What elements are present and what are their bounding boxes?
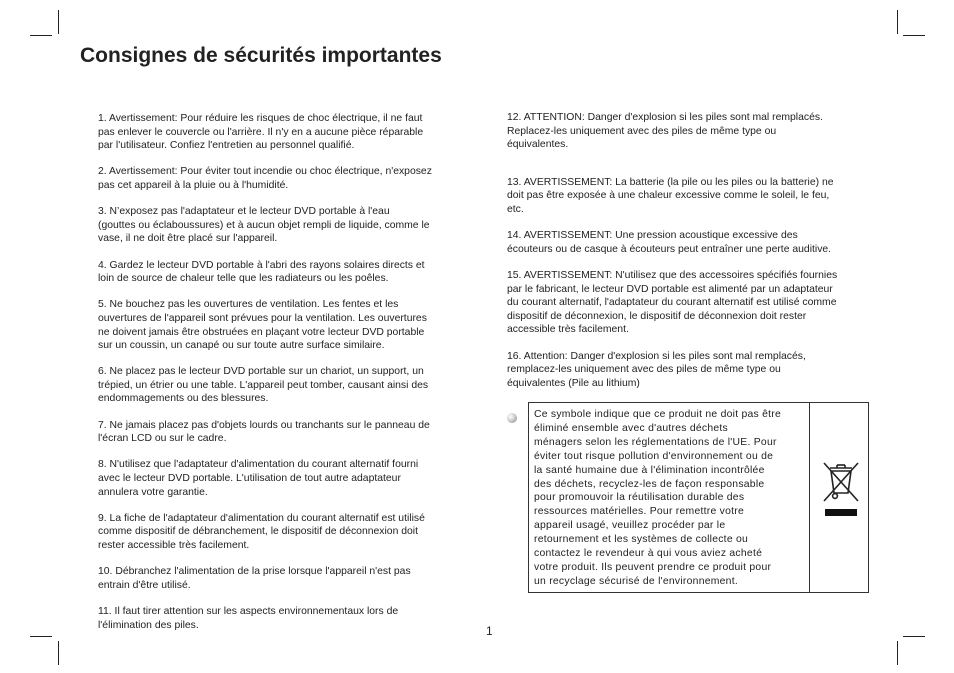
safety-item-3: 3. N’exposez pas l'adaptateur et le lecteur DVD portable à l'eau (gouttes ou éclaboussures) et à aucun objet rempli de liquide, comme le vase, il ne doit être placé sur l'appareil. <box>98 206 430 245</box>
crop-mark-top-right-vertical <box>897 10 898 34</box>
weee-notice-text: Ce symbole indique que ce produit ne doit pas être éliminé ensemble avec d'autres déchets ménagers selon les réglementations de l'UE. Pour éviter tout risque pollution d'environnement ou de la santé humaine due à l'élimination incontrôlée des déchets, recyclez-les de façon responsable pour promouvoir la réutilisation durable des ressources matérielles. Pour remettre votre appareil usagé, veuillez procéder par le retournement et les systèmes de collecte ou contactez le revendeur à qui vous aviez acheté votre produit. Ils peuvent prendre ce produit pour un recyclage sécurisé de l'environnement. <box>534 409 782 587</box>
crop-mark-bottom-right-vertical <box>897 641 898 665</box>
weee-notice-box <box>528 402 869 593</box>
crop-mark-top-right-horizontal <box>903 35 925 36</box>
safety-item-11: 11. Il faut tirer attention sur les aspects environnementaux lors de l'élimination des piles. <box>98 605 399 631</box>
safety-item-4: 4. Gardez le lecteur DVD portable à l'abri des rayons solaires directs et loin de source de chaleur telle que les radiateurs ou les poêles. <box>98 259 425 285</box>
crop-mark-bottom-left-vertical <box>58 641 59 665</box>
notice-divider <box>809 403 810 592</box>
safety-item-10: 10. Débranchez l'alimentation de la prise lorsque l'appareil n'est pas entrain d'être utilisé. <box>98 566 411 591</box>
page-title: Consignes de sécurités importantes <box>80 44 442 67</box>
safety-item-1: 1. Avertissement: Pour réduire les risques de choc électrique, il ne faut pas enlever le couvercle ou l'arrière. Il n'y en a aucune pièce réparable par l'utilisateur. Confiez l'entretien au personnel qualifié. <box>98 113 424 152</box>
safety-item-6: 6. Ne placez pas le lecteur DVD portable sur un chariot, un support, un trépied, un étrier ou une table. L'appareil peut tomber, causant ainsi des endommagements ou des blessures. <box>98 366 429 405</box>
crop-mark-bottom-right-horizontal <box>903 636 925 637</box>
crop-mark-bottom-left-horizontal <box>30 636 52 637</box>
crossed-out-wheelie-bin-icon <box>822 461 860 519</box>
right-column <box>507 111 869 403</box>
safety-item-16: 16. Attention: Danger d'explosion si les piles sont mal remplacés, remplacez-les uniquement avec des piles de même type ou équivalentes (Pile au lithium) <box>507 350 806 389</box>
safety-item-8: 8. N'utilisez que l'adaptateur d'alimentation du courant alternatif fourni avec le lecteur DVD portable. L'utilisation de tout autre adaptateur annulera votre garantie. <box>98 459 419 498</box>
safety-item-9: 9. La fiche de l'adaptateur d'alimentation du courant alternatif est utilisé comme dispositif de débranchement, le dispositif de déconnexion doit rester accessible très facilement. <box>98 512 425 551</box>
bullet-dot-icon <box>507 413 517 423</box>
safety-item-7: 7. Ne jamais placez pas d'objets lourds ou tranchants sur le panneau de l'écran LCD ou sur le cadre. <box>98 419 430 445</box>
safety-item-13: 13. AVERTISSEMENT: La batterie (la pile ou les piles ou la batterie) ne doit pas être exposée à une chaleur excessive comme le soleil, le feu, etc. <box>507 176 834 215</box>
page-number: 1 <box>486 624 493 638</box>
safety-item-12: 12. ATTENTION: Danger d'explosion si les piles sont mal remplacés. Replacez-les uniquement avec des piles de même type ou équivalentes. <box>507 112 823 151</box>
safety-item-14: 14. AVERTISSEMENT: Une pression acoustique excessive des écouteurs ou de casque à écouteurs peut entraîner une perte auditive. <box>507 230 832 255</box>
crop-mark-top-left-horizontal <box>30 35 52 36</box>
safety-item-2: 2. Avertissement: Pour éviter tout incendie ou choc électrique, n'exposez pas cet appareil à la pluie ou à l'humidité. <box>98 166 432 191</box>
safety-item-15: 15. AVERTISSEMENT: N'utilisez que des accessoires spécifiés fournies par le fabricant, le lecteur DVD portable est alimenté par un adaptateur du courant alternatif, l'adaptateur du courant alternatif est utilisé comme dispositif de déconnexion, le dispositif de déconnexion doit rester accessible très facilement. <box>507 269 838 336</box>
crop-mark-top-left-vertical <box>58 10 59 34</box>
left-column <box>98 112 460 645</box>
safety-item-5: 5. Ne bouchez pas les ouvertures de ventilation. Les fentes et les ouvertures de l'appareil sont prévues pour la ventilation. Les ouvertures ne doivent jamais être obstruées en plaçant votre lecteur DVD portable sur un coussin, un canapé ou sur toute autre surface similaire. <box>98 299 427 352</box>
